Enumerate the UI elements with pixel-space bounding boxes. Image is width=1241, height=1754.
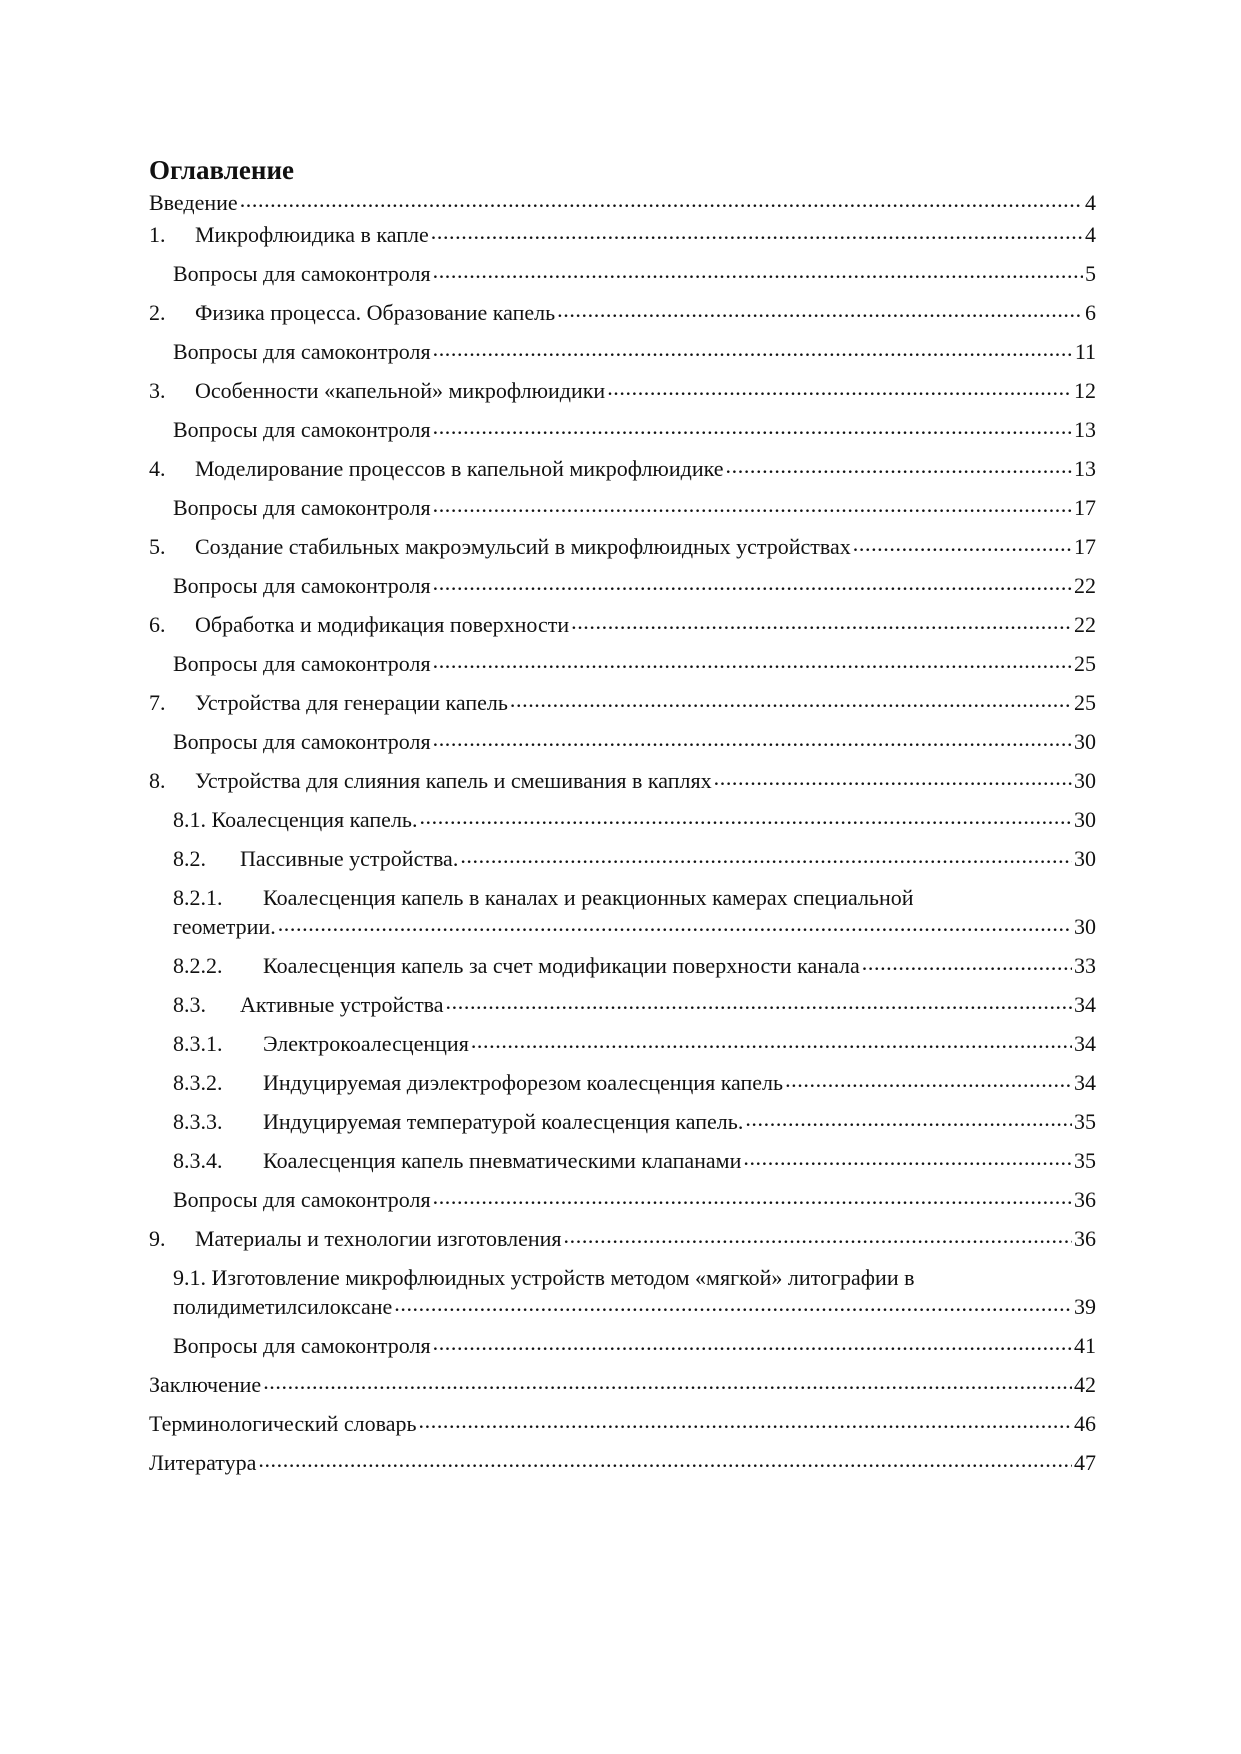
- toc-entry-number: 8.3.3.: [173, 1109, 223, 1134]
- toc-entry-page: 35: [1074, 1109, 1096, 1134]
- toc-entry-label: Вопросы для самоконтроля: [173, 651, 431, 676]
- dot-leader: [431, 220, 1083, 242]
- toc-entry-label: Заключение: [149, 1372, 262, 1397]
- toc-entry[interactable]: [149, 688, 1096, 727]
- dot-leader: [853, 532, 1072, 554]
- toc-entry-label: Индуцируемая диэлектрофорезом коалесценция капель: [263, 1070, 784, 1095]
- toc-entry-page: 11: [1074, 339, 1096, 364]
- toc-entry[interactable]: [149, 532, 1096, 571]
- toc-entry[interactable]: [149, 649, 1096, 688]
- toc-entry-label: Индуцируемая температурой коалесценция капель.: [263, 1109, 744, 1134]
- toc-entry[interactable]: [149, 990, 1096, 1029]
- toc-entry-number: 3.: [149, 378, 166, 403]
- dot-leader: [433, 415, 1072, 437]
- toc-entry-page: 33: [1074, 953, 1096, 978]
- toc-entry-label: Коалесценция капель за счет модификации поверхности канала: [263, 953, 860, 978]
- toc-entry-page: 6: [1085, 300, 1096, 325]
- toc-entry-page: 25: [1074, 690, 1096, 715]
- dot-leader: [460, 844, 1072, 866]
- toc-entry[interactable]: [149, 805, 1096, 844]
- toc-entry[interactable]: [149, 1370, 1096, 1409]
- toc-entry[interactable]: [149, 1107, 1096, 1146]
- toc-entry-label: Материалы и технологии изготовления: [195, 1226, 562, 1251]
- dot-leader: [258, 1448, 1072, 1470]
- toc-entry-page: 4: [1085, 222, 1096, 247]
- toc-entry-page: 34: [1074, 1070, 1096, 1095]
- dot-leader: [433, 727, 1072, 749]
- toc-entry[interactable]: [149, 1029, 1096, 1068]
- toc-entry-number: 8.3.4.: [173, 1148, 223, 1173]
- toc-title: Оглавление: [149, 155, 294, 185]
- toc-entry-page: 30: [1074, 914, 1096, 939]
- toc-entry-number: 5.: [149, 534, 166, 559]
- toc-entry-label: Вопросы для самоконтроля: [173, 495, 431, 520]
- toc-entry-page: 39: [1074, 1294, 1096, 1319]
- toc-entry-page: 35: [1074, 1148, 1096, 1173]
- toc-entry[interactable]: [149, 259, 1096, 298]
- toc-entry-label: Введение: [149, 190, 238, 215]
- toc-entry-page: 4: [1085, 190, 1096, 215]
- toc-entry[interactable]: [149, 415, 1096, 454]
- toc-entry-label: Создание стабильных макроэмульсий в микрофлюидных устройствах: [195, 534, 851, 559]
- toc-entry-page: 17: [1074, 495, 1096, 520]
- toc-entry-page: 36: [1074, 1226, 1096, 1251]
- toc-entry[interactable]: [149, 376, 1096, 415]
- toc-entry-label: Устройства для генерации капель: [195, 690, 508, 715]
- toc-entry-label: 8.1. Коалесценция капель.: [173, 807, 418, 832]
- toc-entry-number: 1.: [149, 222, 166, 247]
- toc-entry[interactable]: [149, 1409, 1096, 1448]
- dot-leader: [726, 454, 1072, 476]
- toc-entry-label: Вопросы для самоконтроля: [173, 1187, 431, 1212]
- dot-leader: [745, 1107, 1072, 1129]
- toc-entry-page: 22: [1074, 612, 1096, 637]
- toc-entry-label: Вопросы для самоконтроля: [173, 573, 431, 598]
- toc-entry[interactable]: [149, 220, 1096, 259]
- toc-entry-label: Особенности «капельной» микрофлюидики: [195, 378, 606, 403]
- dot-leader: [433, 337, 1073, 359]
- dot-leader: [394, 1292, 1072, 1314]
- toc-entry[interactable]: [149, 1185, 1096, 1224]
- dot-leader: [446, 990, 1072, 1012]
- toc-entry-number: 7.: [149, 690, 166, 715]
- toc-entry[interactable]: [149, 727, 1096, 766]
- toc-entry-page: 47: [1074, 1450, 1096, 1475]
- dot-leader: [240, 188, 1083, 210]
- toc-entry[interactable]: [149, 766, 1096, 805]
- dot-leader: [743, 1146, 1072, 1168]
- toc-list: [149, 188, 1096, 1487]
- toc-entry[interactable]: [149, 610, 1096, 649]
- toc-entry-number: 8.: [149, 768, 166, 793]
- toc-entry-label: Активные устройства: [240, 992, 444, 1017]
- toc-entry-page: 41: [1074, 1333, 1096, 1358]
- toc-entry-page: 5: [1085, 261, 1096, 286]
- toc-entry-label-continued: геометрии.: [173, 914, 276, 939]
- dot-leader: [433, 493, 1072, 515]
- toc-entry-label: Устройства для слияния капель и смешивания в каплях: [195, 768, 712, 793]
- toc-entry-label: Терминологический словарь: [149, 1411, 417, 1436]
- toc-entry-page: 46: [1074, 1411, 1096, 1436]
- toc-entry-page: 42: [1074, 1372, 1096, 1397]
- dot-leader: [714, 766, 1072, 788]
- toc-entry-page: 12: [1074, 378, 1096, 403]
- toc-entry[interactable]: [149, 1331, 1096, 1370]
- toc-entry-page: 30: [1074, 768, 1096, 793]
- toc-entry-page: 13: [1074, 456, 1096, 481]
- toc-entry[interactable]: [149, 844, 1096, 883]
- toc-entry-label: Пассивные устройства.: [240, 846, 459, 871]
- dot-leader: [433, 259, 1083, 281]
- dot-leader: [433, 1185, 1072, 1207]
- dot-leader: [862, 951, 1072, 973]
- dot-leader: [433, 649, 1072, 671]
- toc-entry-label: Вопросы для самоконтроля: [173, 339, 431, 364]
- toc-entry-page: 17: [1074, 534, 1096, 559]
- toc-entry-label-continued: полидиметилсилоксане: [173, 1294, 393, 1319]
- toc-entry[interactable]: [149, 337, 1096, 376]
- toc-entry-page: 30: [1074, 846, 1096, 871]
- toc-entry[interactable]: [149, 1068, 1096, 1107]
- toc-entry-label: 9.1. Изготовление микрофлюидных устройств методом «мягкой» литографии в: [173, 1265, 915, 1290]
- toc-entry-number: 8.2.2.: [173, 953, 223, 978]
- toc-entry-number: 4.: [149, 456, 166, 481]
- toc-entry-label: Вопросы для самоконтроля: [173, 261, 431, 286]
- toc-entry-number: 8.3.2.: [173, 1070, 223, 1095]
- toc-entry-label: Моделирование процессов в капельной микрофлюидике: [195, 456, 724, 481]
- toc-entry-label: Вопросы для самоконтроля: [173, 417, 431, 442]
- toc-entry[interactable]: [149, 1224, 1096, 1263]
- toc-entry-number: 9.: [149, 1226, 166, 1251]
- toc-entry-number: 8.3.1.: [173, 1031, 223, 1056]
- dot-leader: [557, 298, 1083, 320]
- toc-entry-page: 36: [1074, 1187, 1096, 1212]
- toc-entry[interactable]: [149, 1448, 1096, 1487]
- dot-leader: [571, 610, 1072, 632]
- dot-leader: [278, 912, 1072, 934]
- dot-leader: [433, 1331, 1072, 1353]
- toc-entry[interactable]: [149, 493, 1096, 532]
- toc-entry-page: 22: [1074, 573, 1096, 598]
- toc-entry-label: Коалесценция капель пневматическими клапанами: [263, 1148, 742, 1173]
- toc-entry-number: 8.2.1.: [173, 885, 223, 910]
- toc-entry[interactable]: [149, 951, 1096, 990]
- toc-entry-number: 2.: [149, 300, 166, 325]
- toc-entry[interactable]: [149, 571, 1096, 610]
- toc-entry-page: 34: [1074, 1031, 1096, 1056]
- dot-leader: [564, 1224, 1072, 1246]
- dot-leader: [471, 1029, 1072, 1051]
- toc-entry-label: Физика процесса. Образование капель: [195, 300, 556, 325]
- toc-entry-label: Микрофлюидика в капле: [195, 222, 429, 247]
- toc-entry-number: 6.: [149, 612, 166, 637]
- dot-leader: [419, 1409, 1072, 1431]
- toc-entry-number: 8.3.: [173, 992, 206, 1017]
- dot-leader: [433, 571, 1072, 593]
- toc-entry-page: 13: [1074, 417, 1096, 442]
- toc-entry-page: 34: [1074, 992, 1096, 1017]
- toc-entry[interactable]: [149, 188, 1096, 220]
- toc-entry[interactable]: [149, 883, 1096, 951]
- toc-entry-page: 30: [1074, 807, 1096, 832]
- dot-leader: [607, 376, 1072, 398]
- toc-entry-label: Электрокоалесценция: [263, 1031, 469, 1056]
- toc-entry-label: Коалесценция капель в каналах и реакционных камерах специальной: [263, 885, 914, 910]
- toc-entry[interactable]: [149, 298, 1096, 337]
- dot-leader: [419, 805, 1072, 827]
- dot-leader: [263, 1370, 1072, 1392]
- toc-entry-page: 30: [1074, 729, 1096, 754]
- toc-entry-label: Вопросы для самоконтроля: [173, 729, 431, 754]
- toc-entry[interactable]: [149, 454, 1096, 493]
- toc-entry-label: Обработка и модификация поверхности: [195, 612, 570, 637]
- toc-entry[interactable]: [149, 1146, 1096, 1185]
- toc-entry-label: Литература: [149, 1450, 257, 1475]
- toc-page: [149, 150, 1096, 1487]
- toc-entry-number: 8.2.: [173, 846, 206, 871]
- toc-entry-page: 25: [1074, 651, 1096, 676]
- dot-leader: [785, 1068, 1072, 1090]
- toc-entry[interactable]: [149, 1263, 1096, 1331]
- toc-entry-label: Вопросы для самоконтроля: [173, 1333, 431, 1358]
- dot-leader: [510, 688, 1072, 710]
